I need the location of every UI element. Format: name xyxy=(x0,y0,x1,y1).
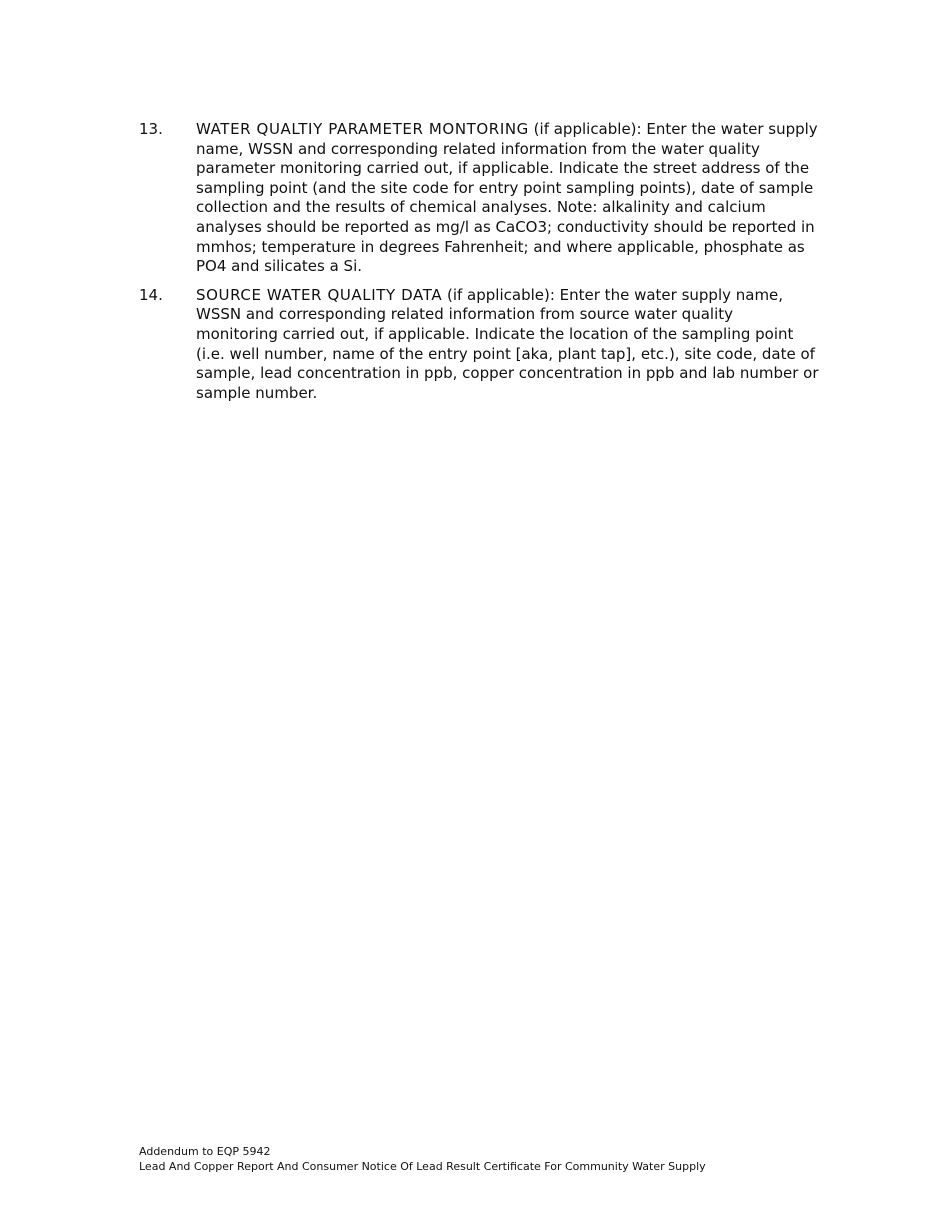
item-text: (if applicable): Enter the water supply name, WSSN and corresponding related information from source water quality monitoring carried out, if applicable. Indicate the location of the sampling point (i.e. well number, name of the entry point [aka, plant tap], etc.), site code, date of sample, lead concentration in ppb, copper concentration in ppb and lab number or sample number. xyxy=(196,285,819,402)
footer-line-1: Addendum to EQP 5942 xyxy=(139,1145,271,1158)
list-item-14 xyxy=(139,286,819,404)
instruction-list xyxy=(139,120,819,412)
item-heading: SOURCE WATER QUALITY DATA xyxy=(196,285,443,304)
item-body xyxy=(196,120,819,277)
page-footer xyxy=(139,1144,706,1174)
list-item-13 xyxy=(139,120,819,277)
item-heading: WATER QUALTIY PARAMETER MONTORING xyxy=(196,120,529,138)
footer-line-2: Lead And Copper Report And Consumer Notice Of Lead Result Certificate For Community Water Supply xyxy=(139,1160,706,1173)
item-body xyxy=(196,286,819,404)
item-number: 13. xyxy=(139,120,163,138)
item-number: 14. xyxy=(139,285,163,304)
item-text: (if applicable): Enter the water supply name, WSSN and corresponding related information from the water quality parameter monitoring carried out, if applicable. Indicate the street address of the sampling point (and the site code for entry point sampling points), date of sample collection and the results of chemical analyses. Note: alkalinity and calcium analyses should be reported as mg/l as CaCO3; conductivity should be reported in mmhos; temperature in degrees Fahrenheit; and where applicable, phosphate as PO4 and silicates a Si. xyxy=(196,120,818,276)
